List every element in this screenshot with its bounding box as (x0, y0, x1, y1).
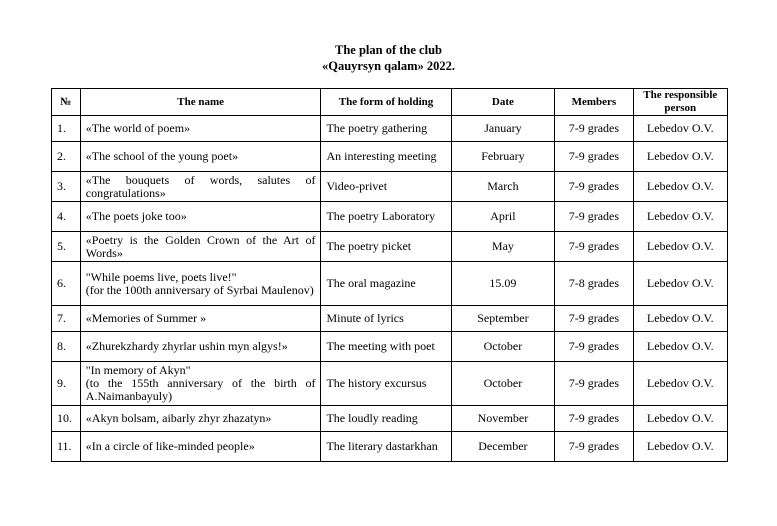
table-row (52, 116, 728, 142)
event-name: «The poets joke too» (80, 202, 321, 232)
event-form: Video-privet (321, 172, 451, 202)
row-number: 9. (52, 362, 81, 406)
event-name: "In memory of Akyn" (to the 155th anniversary of the birth of A.Naimanbayuly) (80, 362, 321, 406)
event-responsible: Lebedov O.V. (633, 116, 727, 142)
header-number: № (52, 89, 81, 116)
event-name: «Akyn bolsam, aibarly zhyr zhazatyn» (80, 406, 321, 432)
table-row (52, 172, 728, 202)
event-form: The poetry gathering (321, 116, 451, 142)
event-form: The meeting with poet (321, 332, 451, 362)
club-plan-table (51, 88, 728, 462)
event-name: «In a circle of like-minded people» (80, 432, 321, 462)
event-form: The poetry picket (321, 232, 451, 262)
event-form: The history excursus (321, 362, 451, 406)
title-line-2: «Qauyrsyn qalam» 2022. (321, 59, 455, 73)
event-responsible: Lebedov O.V. (633, 232, 727, 262)
event-members: 7-8 grades (555, 262, 633, 306)
event-date: April (451, 202, 555, 232)
event-responsible: Lebedov O.V. (633, 306, 727, 332)
event-date: 15.09 (451, 262, 555, 306)
event-form: The oral magazine (321, 262, 451, 306)
event-date: December (451, 432, 555, 462)
header-members: Members (555, 89, 633, 116)
table-row (52, 142, 728, 172)
event-name: "While poems live, poets live!" (for the 100th anniversary of Syrbai Maulenov) (80, 262, 321, 306)
row-number: 8. (52, 332, 81, 362)
table-row (52, 362, 728, 406)
table-row (52, 306, 728, 332)
event-name: «The world of poem» (80, 116, 321, 142)
event-name: «The school of the young poet» (80, 142, 321, 172)
event-responsible: Lebedov O.V. (633, 202, 727, 232)
event-form: An interesting meeting (321, 142, 451, 172)
event-date: March (451, 172, 555, 202)
event-members: 7-9 grades (555, 332, 633, 362)
event-responsible: Lebedov O.V. (633, 172, 727, 202)
row-number: 7. (52, 306, 81, 332)
table-header-row (52, 89, 728, 116)
event-responsible: Lebedov O.V. (633, 262, 727, 306)
event-members: 7-9 grades (555, 432, 633, 462)
event-form: The literary dastarkhan (321, 432, 451, 462)
row-number: 5. (52, 232, 81, 262)
table-row (52, 202, 728, 232)
header-form: The form of holding (321, 89, 451, 116)
event-members: 7-9 grades (555, 202, 633, 232)
event-responsible: Lebedov O.V. (633, 142, 727, 172)
event-members: 7-9 grades (555, 306, 633, 332)
row-number: 10. (52, 406, 81, 432)
event-members: 7-9 grades (555, 362, 633, 406)
row-number: 3. (52, 172, 81, 202)
header-date: Date (451, 89, 555, 116)
event-name: «Zhurekzhardy zhyrlar ushin myn algys!» (80, 332, 321, 362)
table-row (52, 262, 728, 306)
table-row (52, 232, 728, 262)
event-form: Minute of lyrics (321, 306, 451, 332)
event-date: May (451, 232, 555, 262)
event-date: October (451, 362, 555, 406)
header-responsible: The responsible person (633, 89, 727, 116)
row-number: 2. (52, 142, 81, 172)
row-number: 4. (52, 202, 81, 232)
event-responsible: Lebedov O.V. (633, 332, 727, 362)
event-responsible: Lebedov O.V. (633, 406, 727, 432)
row-number: 1. (52, 116, 81, 142)
event-name: «The bouquets of words, salutes of congratulations» (80, 172, 321, 202)
table-row (52, 432, 728, 462)
event-name: «Poetry is the Golden Crown of the Art of Words» (80, 232, 321, 262)
table-row (52, 332, 728, 362)
event-date: September (451, 306, 555, 332)
event-members: 7-9 grades (555, 116, 633, 142)
title-line-1: The plan of the club (335, 43, 442, 57)
event-form: The loudly reading (321, 406, 451, 432)
event-date: January (451, 116, 555, 142)
event-name: «Memories of Summer » (80, 306, 321, 332)
event-form: The poetry Laboratory (321, 202, 451, 232)
event-date: February (451, 142, 555, 172)
table-row (52, 406, 728, 432)
document-title (0, 42, 777, 74)
header-name: The name (80, 89, 321, 116)
event-members: 7-9 grades (555, 172, 633, 202)
event-members: 7-9 grades (555, 232, 633, 262)
event-members: 7-9 grades (555, 406, 633, 432)
event-members: 7-9 grades (555, 142, 633, 172)
row-number: 6. (52, 262, 81, 306)
event-date: October (451, 332, 555, 362)
event-responsible: Lebedov O.V. (633, 362, 727, 406)
event-date: November (451, 406, 555, 432)
event-responsible: Lebedov O.V. (633, 432, 727, 462)
row-number: 11. (52, 432, 81, 462)
